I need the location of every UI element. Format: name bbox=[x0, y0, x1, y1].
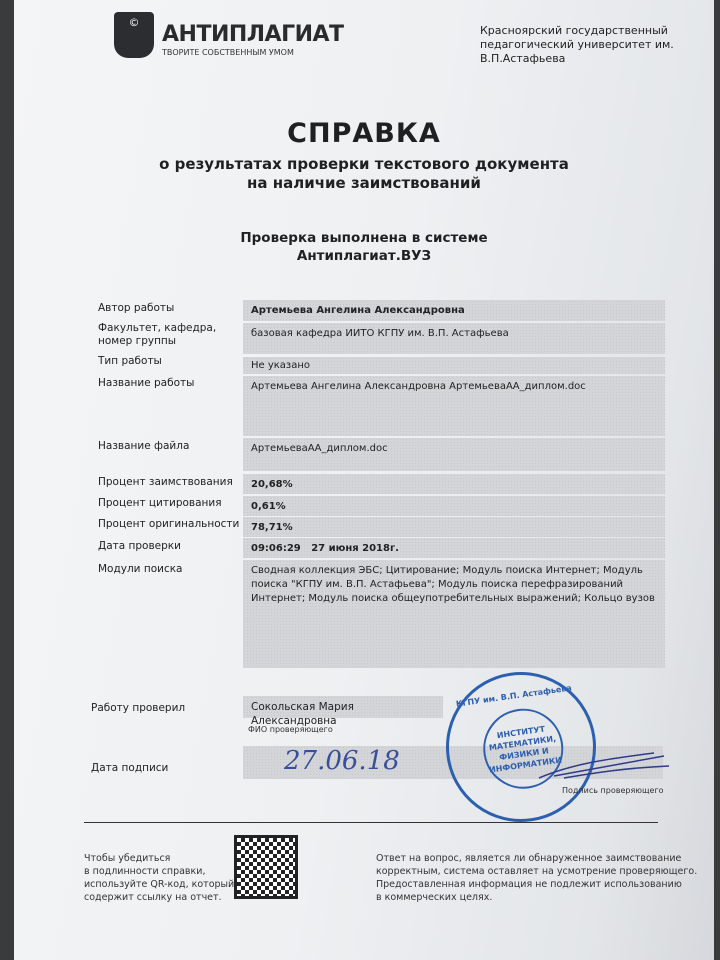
qr-code-icon[interactable] bbox=[234, 835, 298, 899]
borrowing-percent-value: 20,68% bbox=[243, 474, 665, 494]
checker-caption: ФИО проверяющего bbox=[248, 725, 333, 734]
footer-line: в коммерческих целях. bbox=[376, 892, 493, 903]
work-title-value: Артемьева Ангелина Александровна АртемьеваАА_диплом.doc bbox=[243, 376, 665, 436]
field-label: Дата проверки bbox=[98, 540, 181, 552]
document-title: СПРАВКА bbox=[287, 118, 441, 149]
signature-icon bbox=[534, 748, 674, 788]
logo-tagline: ТВОРИТЕ СОБСТВЕННЫМ УМОМ bbox=[162, 48, 294, 57]
field-label: Название работы bbox=[98, 377, 195, 389]
citation-percent-value: 0,61% bbox=[243, 496, 665, 516]
field-label: Тип работы bbox=[98, 355, 162, 367]
field-label: Процент заимствования bbox=[98, 476, 233, 488]
field-label: Процент оригинальности bbox=[98, 518, 240, 530]
search-modules-value: Сводная коллекция ЭБС; Цитирование; Модуль поиска Интернет; Модуль поиска "КГПУ им. В.П. Астафьева"; Модуль поиска перефразирований Интернет; Модуль поиска общеупотребительных выражений; Кольцо вузов bbox=[243, 560, 665, 668]
stamp-center-text: ИНСТИТУТ МАТЕМАТИКИ, ФИЗИКИ И ИНФОРМАТИКИ bbox=[478, 704, 568, 794]
certificate-page bbox=[14, 0, 714, 960]
divider bbox=[84, 822, 658, 823]
field-label: Модули поиска bbox=[98, 563, 183, 575]
qr-instructions bbox=[84, 852, 234, 904]
footer-line: содержит ссылку на отчет. bbox=[84, 892, 222, 903]
antiplagiat-logo-icon: © bbox=[114, 12, 154, 58]
work-type-value: Не указано bbox=[243, 357, 665, 374]
university-line: В.П.Астафьева bbox=[480, 52, 566, 65]
footer-line: в подлинности справки, bbox=[84, 866, 206, 877]
institute-stamp bbox=[436, 662, 605, 831]
document-subtitle: о результатах проверки текстового документа bbox=[159, 155, 569, 173]
university-line: Красноярский государственный bbox=[480, 24, 668, 37]
footer-line: Чтобы убедиться bbox=[84, 853, 171, 864]
checker-name: Сокольская Мария Александровна bbox=[243, 696, 443, 718]
university-line: педагогический университет им. bbox=[480, 38, 674, 51]
field-label: Факультет, кафедра, номер группы bbox=[98, 322, 217, 347]
file-name-value: АртемьеваАА_диплом.doc bbox=[243, 438, 665, 471]
originality-percent-value: 78,71% bbox=[243, 517, 665, 537]
stamp-ring-text: КГПУ им. В.П. Астафьева bbox=[455, 683, 573, 709]
footer-line: используйте QR-код, который bbox=[84, 879, 235, 890]
signature-caption: Подпись проверяющего bbox=[562, 786, 664, 795]
logo-name: АНТИПЛАГИАТ bbox=[162, 22, 344, 47]
university-name bbox=[480, 24, 674, 66]
field-label: Автор работы bbox=[98, 302, 175, 314]
document-subtitle: на наличие заимствований bbox=[247, 174, 481, 192]
footer-line: Ответ на вопрос, является ли обнаруженное заимствование bbox=[376, 853, 682, 864]
handwritten-date: 27.06.18 bbox=[284, 746, 400, 776]
field-label: Название файла bbox=[98, 440, 190, 452]
checked-by-label: Работу проверил bbox=[91, 702, 186, 714]
field-label: Процент цитирования bbox=[98, 497, 222, 509]
faculty-value: базовая кафедра ИИТО КГПУ им. В.П. Астафьева bbox=[243, 323, 665, 354]
sign-date-label: Дата подписи bbox=[91, 762, 169, 774]
footer-line: Предоставленная информация не подлежит использованию bbox=[376, 879, 682, 890]
disclaimer bbox=[376, 852, 697, 904]
system-name: Антиплагиат.ВУЗ bbox=[296, 248, 432, 264]
check-date-value: 09:06:29 27 июня 2018г. bbox=[243, 538, 665, 558]
author-value: Артемьева Ангелина Александровна bbox=[243, 300, 665, 321]
footer-line: корректным, система оставляет на усмотрение проверяющего. bbox=[376, 866, 698, 877]
system-line: Проверка выполнена в системе bbox=[240, 230, 488, 246]
